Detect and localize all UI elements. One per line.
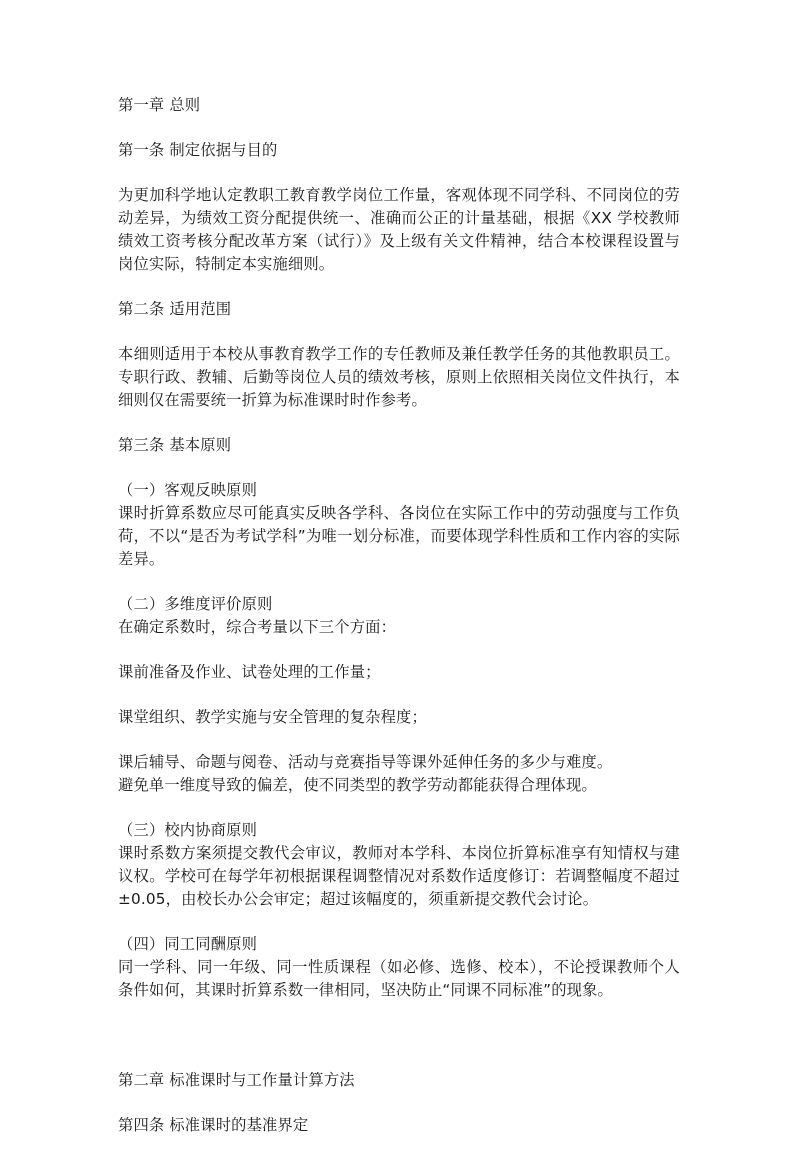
principle-1-title: （一）客观反映原则	[118, 481, 258, 499]
principle-2-item-2: 课堂组织、教学实施与安全管理的复杂程度；	[118, 708, 427, 726]
principle-2-conclusion: 避免单一维度导致的偏差，使不同类型的教学劳动都能获得合理体现。	[118, 776, 597, 794]
chapter-1-title: 第一章 总则	[118, 96, 201, 114]
article-2-body: 本细则适用于本校从事教育教学工作的专任教师及兼任教学任务的其他教职员工。专职行政、教辅、后勤等岗位人员的绩效考核，原则上依照相关岗位文件执行，本细则仅在需要统一折算为标准课时时作参考。	[118, 345, 680, 409]
chapter-2-title: 第二章 标准课时与工作量计算方法	[118, 1071, 355, 1089]
principle-2-item-1: 课前准备及作业、试卷处理的工作量；	[118, 663, 381, 681]
principle-4-title: （四）同工同酬原则	[118, 935, 258, 953]
principle-2-title: （二）多维度评价原则	[118, 595, 273, 613]
article-1-title: 第一条 制定依据与目的	[118, 141, 278, 159]
principle-1-body: 课时折算系数应尽可能真实反映各学科、各岗位在实际工作中的劳动强度与工作负荷，不以“是否为考试学科”为唯一划分标准，而要体现学科性质和工作内容的实际差异。	[118, 504, 680, 568]
principle-4-body: 同一学科、同一年级、同一性质课程（如必修、选修、校本），不论授课教师个人条件如何，其课时折算系数一律相同，坚决防止“同课不同标准”的现象。	[118, 958, 680, 999]
article-4-title: 第四条 标准课时的基准界定	[118, 1116, 309, 1134]
principle-3-title: （三）校内协商原则	[118, 821, 258, 839]
principle-3-body: 课时系数方案须提交教代会审议，教师对本学科、本岗位折算标准享有知情权与建议权。学校可在每学年初根据课程调整情况对系数作适度修订：若调整幅度不超过±0.05，由校长办公会审定；超过该幅度的，须重新提交教代会讨论。	[118, 844, 680, 908]
principle-2-item-3: 课后辅导、命题与阅卷、活动与竞赛指导等课外延伸任务的多少与难度。	[118, 753, 613, 771]
article-2-title: 第二条 适用范围	[118, 300, 232, 318]
chapter-spacer	[118, 1024, 680, 1069]
article-3-title: 第三条 基本原则	[118, 436, 232, 454]
document-page	[118, 94, 680, 1159]
article-1-body: 为更加科学地认定教职工教育教学岗位工作量，客观体现不同学科、不同岗位的劳动差异，为绩效工资分配提供统一、准确而公正的计量基础，根据《XX 学校教师绩效工资考核分配改革方案（试行）》及上级有关文件精神，结合本校课程设置与岗位实际，特制定本实施细则。	[118, 186, 680, 273]
principle-2-intro: 在确定系数时，综合考量以下三个方面：	[118, 618, 397, 636]
